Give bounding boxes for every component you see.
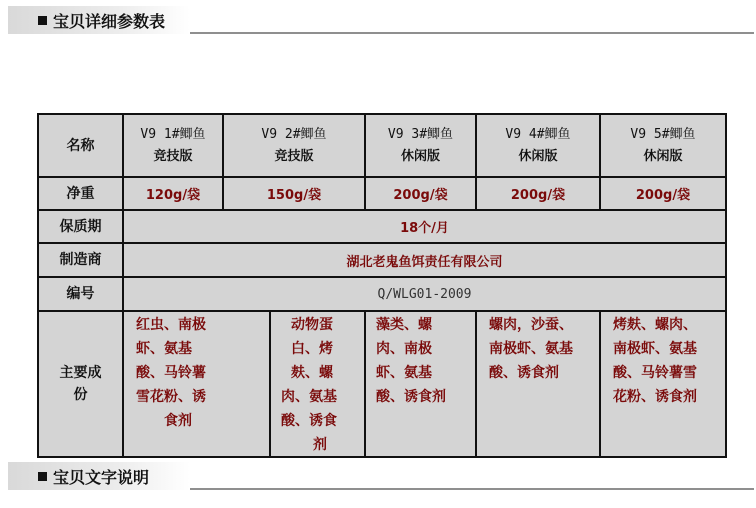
model-variant: 竞技版 — [274, 148, 314, 164]
ingredients-cell — [124, 312, 271, 456]
ingredients-cell — [601, 312, 725, 456]
model-variant: 休闲版 — [643, 148, 683, 164]
weight-value: 200g/袋 — [477, 178, 601, 211]
ingredient-line: 酸、诱食剂 — [489, 365, 559, 381]
section-title: 宝贝详细参数表 — [53, 11, 166, 31]
section-tab — [8, 6, 190, 34]
ingredient-line: 动物蛋 — [291, 317, 333, 333]
model-code: V9 2#鲫鱼 — [261, 126, 327, 142]
ingredient-line: 雪花粉、诱 — [136, 389, 206, 405]
name-label: 名称 — [39, 115, 124, 178]
square-bullet-icon — [38, 472, 47, 481]
model-code: V9 3#鲫鱼 — [387, 126, 454, 142]
ingredient-line: 红虫、南极 — [136, 317, 206, 333]
model-variant: 休闲版 — [400, 148, 440, 164]
ingredients-label-line: 份 — [73, 387, 88, 403]
ingredient-line: 酸、马铃薯雪 — [613, 365, 697, 381]
model-cell — [224, 115, 366, 178]
weight-value: 120g/袋 — [124, 178, 224, 211]
ingredient-line: 虾、氨基 — [376, 365, 432, 381]
model-cell — [477, 115, 601, 178]
section-header-text — [8, 464, 754, 490]
model-code: V9 4#鲫鱼 — [505, 126, 571, 142]
ingredient-line: 虾、氨基 — [136, 341, 192, 357]
ingredients-cell — [477, 312, 601, 456]
code-label: 编号 — [39, 278, 124, 312]
manufacturer-value: 湖北老鬼鱼饵责任有限公司 — [124, 244, 725, 278]
weight-value: 200g/袋 — [601, 178, 725, 211]
ingredient-line: 酸、马铃薯 — [136, 365, 206, 381]
ingredient-line: 南极虾、氨基 — [489, 341, 573, 357]
ingredients-cell — [271, 312, 366, 456]
weight-value: 200g/袋 — [366, 178, 477, 211]
ingredient-line: 螺肉，沙蚕、 — [489, 317, 573, 333]
model-variant: 竞技版 — [153, 148, 193, 164]
ingredient-line: 食剂 — [164, 413, 192, 429]
ingredient-line: 肉、南极 — [376, 341, 432, 357]
manufacturer-label: 制造商 — [39, 244, 124, 278]
section-title: 宝贝文字说明 — [53, 467, 150, 487]
model-cell — [601, 115, 725, 178]
section-header-params — [8, 8, 754, 34]
shelf-life-value: 18个/月 — [124, 211, 725, 244]
ingredient-line: 肉、氨基 — [281, 389, 337, 405]
ingredient-line: 南极虾、氨基 — [613, 341, 697, 357]
ingredient-line: 酸、诱食剂 — [376, 389, 446, 405]
square-bullet-icon — [38, 16, 47, 25]
model-code: V9 1#鲫鱼 — [140, 126, 206, 142]
parameter-table — [37, 113, 727, 458]
model-code: V9 5#鲫鱼 — [630, 126, 696, 142]
ingredients-label — [39, 312, 124, 456]
code-value: Q/WLG01-2009 — [124, 278, 725, 312]
weight-label: 净重 — [39, 178, 124, 211]
ingredient-line: 麸、螺 — [291, 365, 333, 381]
ingredient-line: 白、烤 — [291, 341, 333, 357]
ingredients-cell — [366, 312, 477, 456]
shelf-life-label: 保质期 — [39, 211, 124, 244]
ingredients-label-line: 主要成 — [59, 365, 102, 381]
ingredient-line: 花粉、诱食剂 — [613, 389, 697, 405]
model-cell — [366, 115, 477, 178]
ingredient-line: 藻类、螺 — [376, 317, 432, 333]
model-variant: 休闲版 — [518, 148, 558, 164]
section-tab — [8, 462, 190, 490]
ingredient-line: 剂 — [313, 437, 327, 453]
weight-value: 150g/袋 — [224, 178, 366, 211]
model-cell — [124, 115, 224, 178]
ingredient-line: 烤麸、螺肉、 — [613, 317, 697, 333]
ingredient-line: 酸、诱食 — [281, 413, 337, 429]
